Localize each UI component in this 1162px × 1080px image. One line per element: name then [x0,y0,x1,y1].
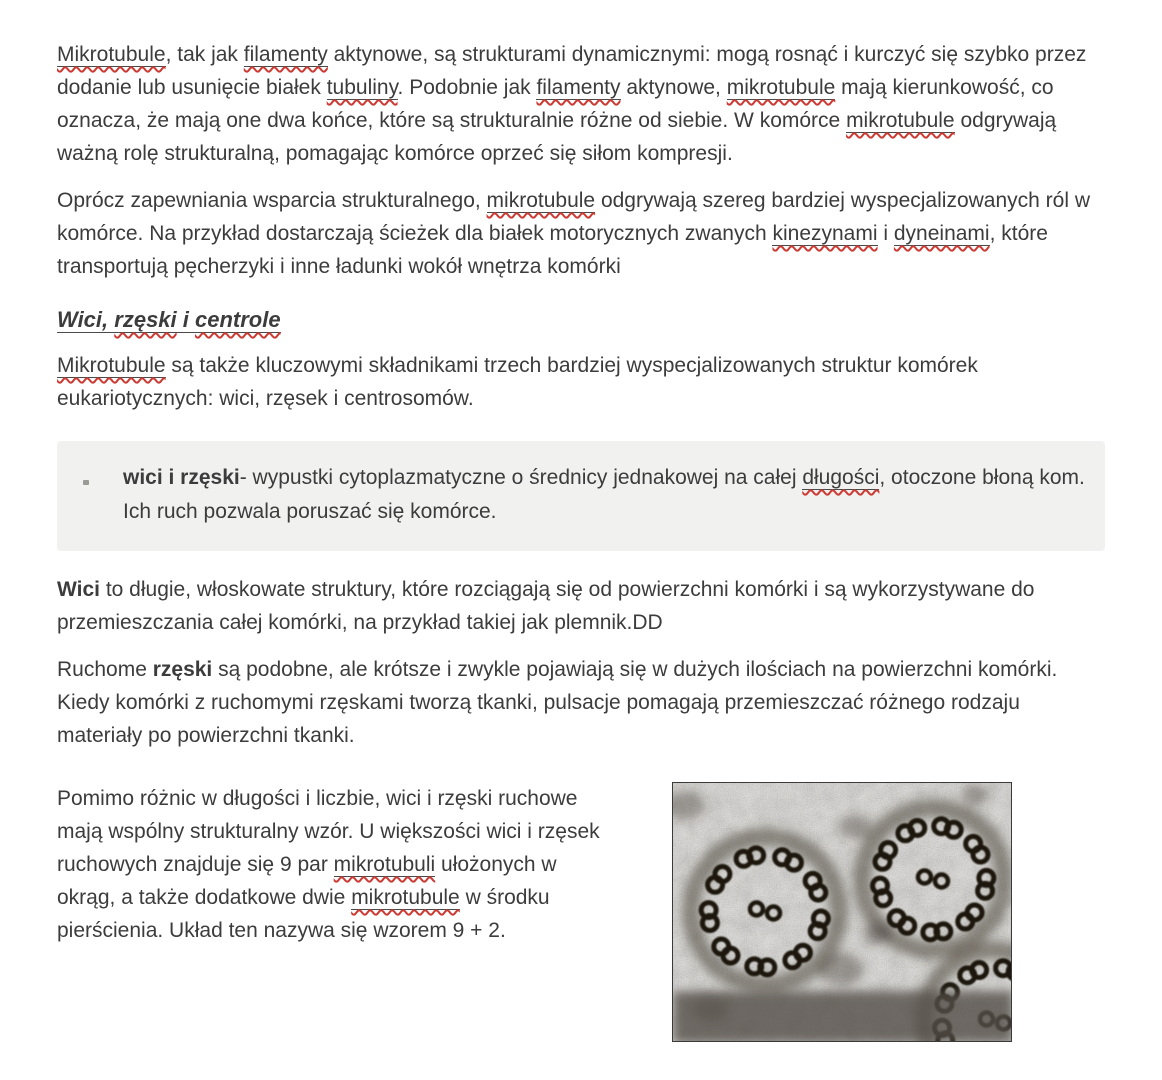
paragraph [57,38,1105,170]
lightbulb-icon [79,467,105,483]
text-segment: , otoczone błoną kom. Ich ruch pozwala poruszać się komórce. [123,466,1085,523]
text-segment: są podobne, ale krótsze i zwykle pojawiają się w dużych ilościach na powierzchni komórki. Kiedy komórki z ruchomymi rzęskami tworzą tkanki, pulsacje pomagają przemieszczać różnego rodzaju materiały po powierzchni tkanki. [57,658,1058,747]
text-segment: mikrotubule [726,76,836,99]
paragraph [57,184,1105,283]
text-segment: mikrotubule [486,189,596,212]
text-segment: filamenty [536,76,621,99]
text-segment: aktynowe, [620,76,727,99]
text-segment: aktynowe, są strukturami dynamicznymi: mogą rosnąć i kurczyć się szybko przez dodanie lub usunięcie białek [57,43,1087,99]
callout [57,441,1105,551]
paragraph [57,349,1105,415]
cilia-cross-section-micrograph [673,783,1012,1042]
text-segment: wici i rzęski [123,466,240,489]
text-segment: Wici [57,578,100,601]
callout-text [123,461,1085,529]
paragraph [57,782,617,947]
text-segment: są także kluczowymi składnikami trzech bardziej wyspecjalizowanych struktur komórek eukariotycznych: wici, rzęsek i centrosomów. [57,354,978,410]
text-segment: odgrywają szereg bardziej wyspecjalizowanych ról w komórce. Na przykład dostarczają ścieżek dla białek motorycznych zwanych [57,189,1090,245]
text-segment: Pomimo różnic w długości i liczbie, wici i rzęski ruchowe mają wspólny strukturalny wzór. U większości wici i rzęsek ruchowych znajduje się 9 par [57,787,600,876]
text-segment: to długie, włoskowate struktury, które rozciągają się od powierzchni komórki i są wykorzystywane do przemieszczania całej komórki, na przykład takiej jak plemnik.DD [57,578,1035,634]
text-segment: centrole [195,307,281,332]
text-segment: , które transportują pęcherzyki i inne ładunki wokół wnętrza komórki [57,222,1048,278]
text-segment: . Podobnie jak [397,76,537,99]
text-segment: długości [802,466,880,489]
text-segment: mikrotubule [846,109,955,132]
text-segment: , tak jak [165,43,244,66]
text-segment: Ruchome [57,658,153,681]
text-segment: w środku pierścienia. Układ ten nazywa się wzorem 9 + 2. [57,886,550,942]
text-segment: odgrywają ważną rolę strukturalną, pomagając komórce oprzeć się siłom kompresji. [57,109,1057,165]
text-segment: ułożonych w okrąg, a także dodatkowe dwie [57,853,557,909]
text-segment: i [877,222,894,245]
text-segment: Wici, [57,307,115,332]
text-segment: tubuliny [326,76,398,99]
text-segment: rzęski [152,658,213,681]
section-heading [57,303,1105,337]
text-segment: Oprócz zapewniania wsparcia strukturalnego, [57,189,487,212]
text-segment: mikrotubuli [333,853,436,876]
paragraph [57,573,1105,639]
text-segment: mają kierunkowość, co oznacza, że mają one dwa końce, które są strukturalnie różne od siebie. W komórce [57,76,1054,132]
two-column-section [57,782,1105,1042]
text-segment: filamenty [243,43,328,66]
paragraph [57,653,1105,752]
text-segment: kinezynami [772,222,878,245]
micrograph-image [672,782,1012,1042]
text-segment: rzęski [114,307,177,332]
text-segment: Mikrotubule [57,43,166,66]
text-segment: dyneinami [893,222,990,245]
text-segment: Mikrotubule [57,354,166,377]
text-segment: - wypustki cytoplazmatyczne o średnicy jednakowej na całej [239,466,803,489]
text-segment: mikrotubule [351,886,460,909]
text-segment: i [176,307,195,332]
